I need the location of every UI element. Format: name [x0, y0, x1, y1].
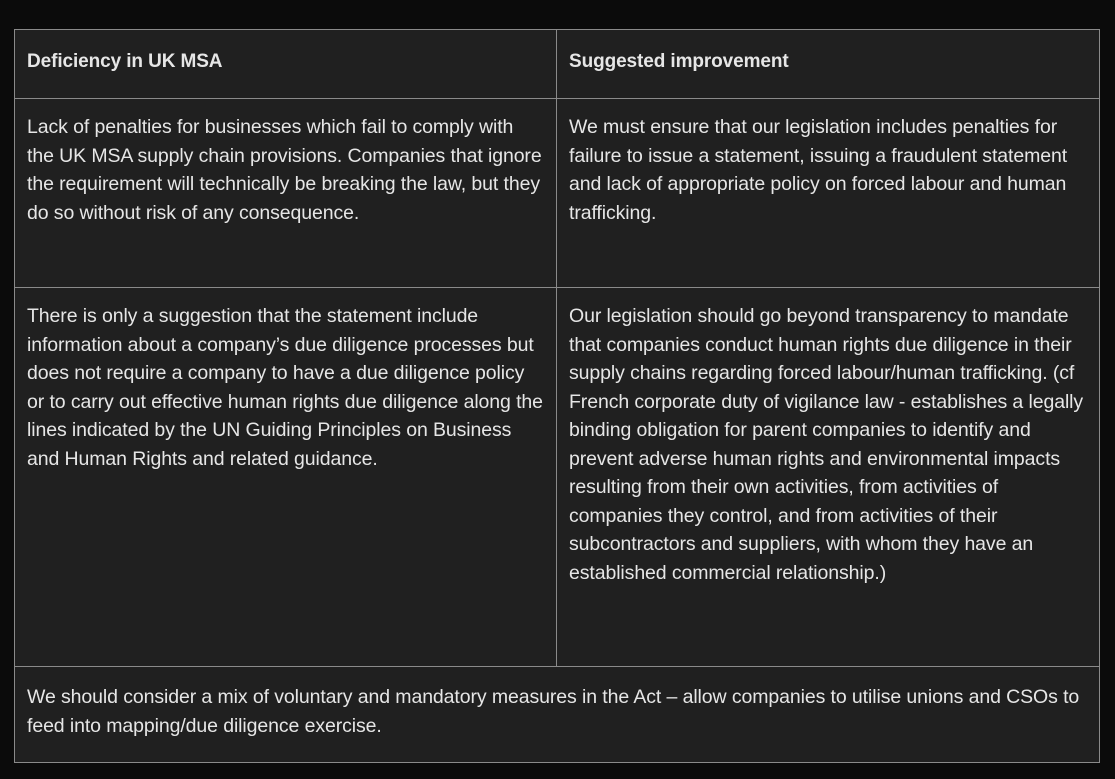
table-row: [15, 98, 1099, 287]
table-footer-row: [15, 666, 1099, 762]
deficiency-cell: There is only a suggestion that the statement include information about a company’s due diligence processes but does not require a company to have a due diligence policy or to carry out effective human rights due diligence along the lines indicated by the UN Guiding Principles on Business and Human Rights and related guidance.: [15, 288, 557, 666]
msa-comparison-table: [14, 29, 1100, 763]
improvement-cell: Our legislation should go beyond transparency to mandate that companies conduct human rights due diligence in their supply chains regarding forced labour/human trafficking. (cf French corporate duty of vigilance law - establishes a legally binding obligation for parent companies to identify and prevent adverse human rights and environmental impacts resulting from their own activities, from activities of companies they control, and from activities of their subcontractors and suppliers, with whom they have an established commercial relationship.): [569, 305, 1084, 584]
footer-note-cell: We should consider a mix of voluntary and mandatory measures in the Act – allow companies to utilise unions and CSOs to feed into mapping/due diligence exercise.: [27, 686, 1080, 737]
improvement-cell: We must ensure that our legislation includes penalties for failure to issue a statement, issuing a fraudulent statement and lack of appropriate policy on forced labour and human trafficking.: [569, 116, 1068, 224]
header-suggested-improvement: Suggested improvement: [569, 51, 789, 72]
deficiency-cell: Lack of penalties for businesses which fail to comply with the UK MSA supply chain provisions. Companies that ignore the requirement will technically be breaking the law, but they do so without risk of any consequence.: [15, 99, 557, 287]
table-header-row: [15, 30, 1099, 98]
table-row: [15, 287, 1099, 666]
header-deficiency: Deficiency in UK MSA: [15, 30, 557, 98]
